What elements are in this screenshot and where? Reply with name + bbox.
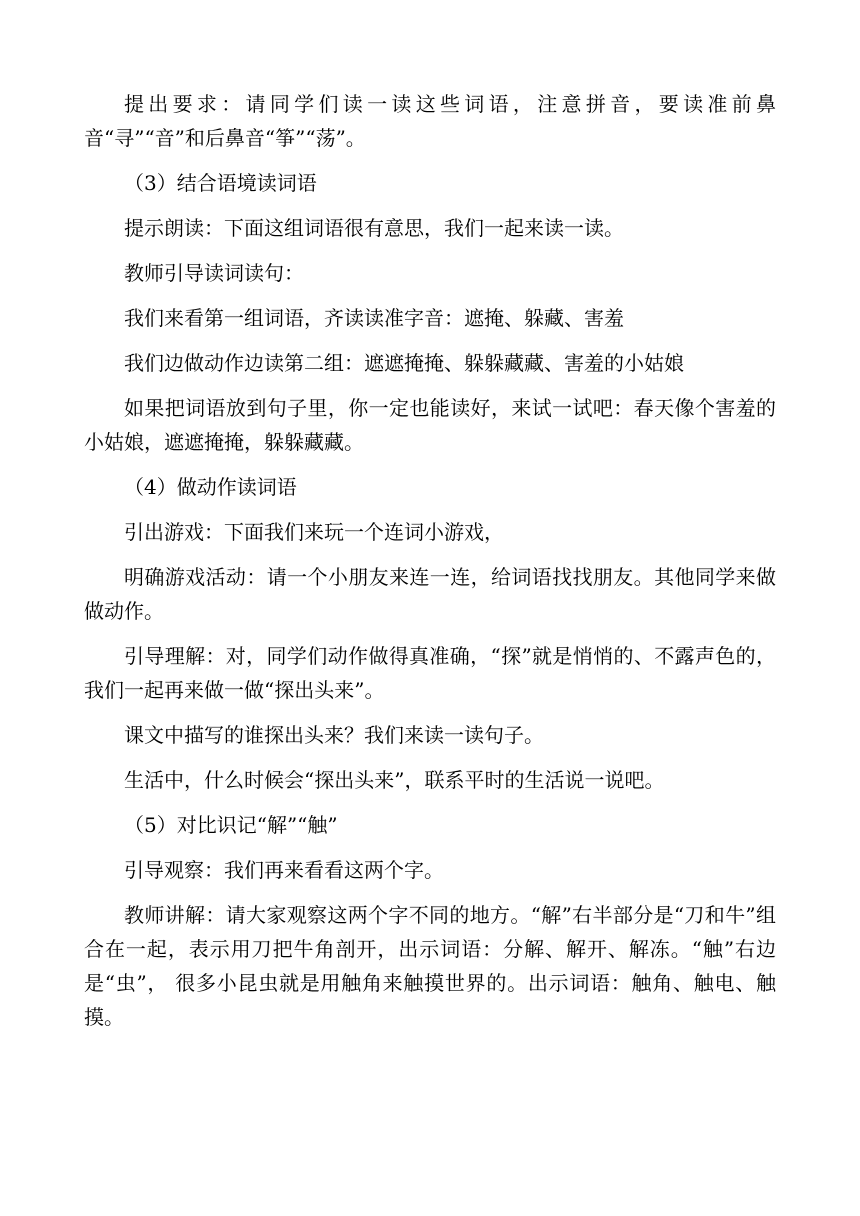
section-heading-5: （5）对比识记“解”“触” — [124, 813, 338, 837]
paragraph-reading-prompt: 提示朗读：下面这组词语很有意思，我们一起来读一读。 — [124, 216, 624, 240]
paragraph-observation: 引导观察：我们再来看看这两个字。 — [124, 858, 444, 882]
section-heading-3: （3）结合语境读词语 — [124, 171, 317, 195]
paragraph-group-two: 我们边做动作边读第二组：遮遮掩掩、躲躲藏藏、害羞的小姑娘 — [124, 351, 684, 375]
paragraph-teacher-guide: 教师引导读词读句： — [124, 261, 304, 285]
paragraph-sentence-practice: 如果把词语放到句子里，你一定也能读好，来试一试吧：春天像个害羞的小姑娘，遮遮掩掩，躲躲藏藏。 — [84, 396, 776, 454]
paragraph-requirement: 提出要求：请同学们读一读这些词语，注意拼音，要读准前鼻音“寻”“音”和后鼻音“筝”“荡”。 — [84, 92, 776, 150]
paragraph-game-intro: 引出游戏：下面我们来玩一个连词小游戏， — [124, 520, 504, 544]
paragraph-life-connection: 生活中，什么时候会“探出头来”，联系平时的生活说一说吧。 — [124, 768, 665, 792]
document-body — [84, 87, 776, 1045]
paragraph-understanding: 引导理解：对，同学们动作做得真准确，“探”就是悄悄的、不露声色的，我们一起再来做一做“探出头来”。 — [84, 644, 776, 702]
paragraph-text-question: 课文中描写的谁探出头来？我们来读一读句子。 — [124, 723, 544, 747]
paragraph-game-activity: 明确游戏活动：请一个小朋友来连一连，给词语找找朋友。其他同学来做做动作。 — [84, 565, 776, 623]
paragraph-teacher-explanation: 教师讲解：请大家观察这两个字不同的地方。“解”右半部分是“刀和牛”组合在一起，表示用刀把牛角剖开，出示词语：分解、解开、解冻。“触”右边是“虫”， 很多小昆虫就是用触角来触摸世界的。出示词语：触角、触电、触摸。 — [84, 903, 776, 1029]
paragraph-group-one: 我们来看第一组词语，齐读读准字音：遮掩、躲藏、害羞 — [124, 306, 624, 330]
section-heading-4: （4）做动作读词语 — [124, 475, 297, 499]
